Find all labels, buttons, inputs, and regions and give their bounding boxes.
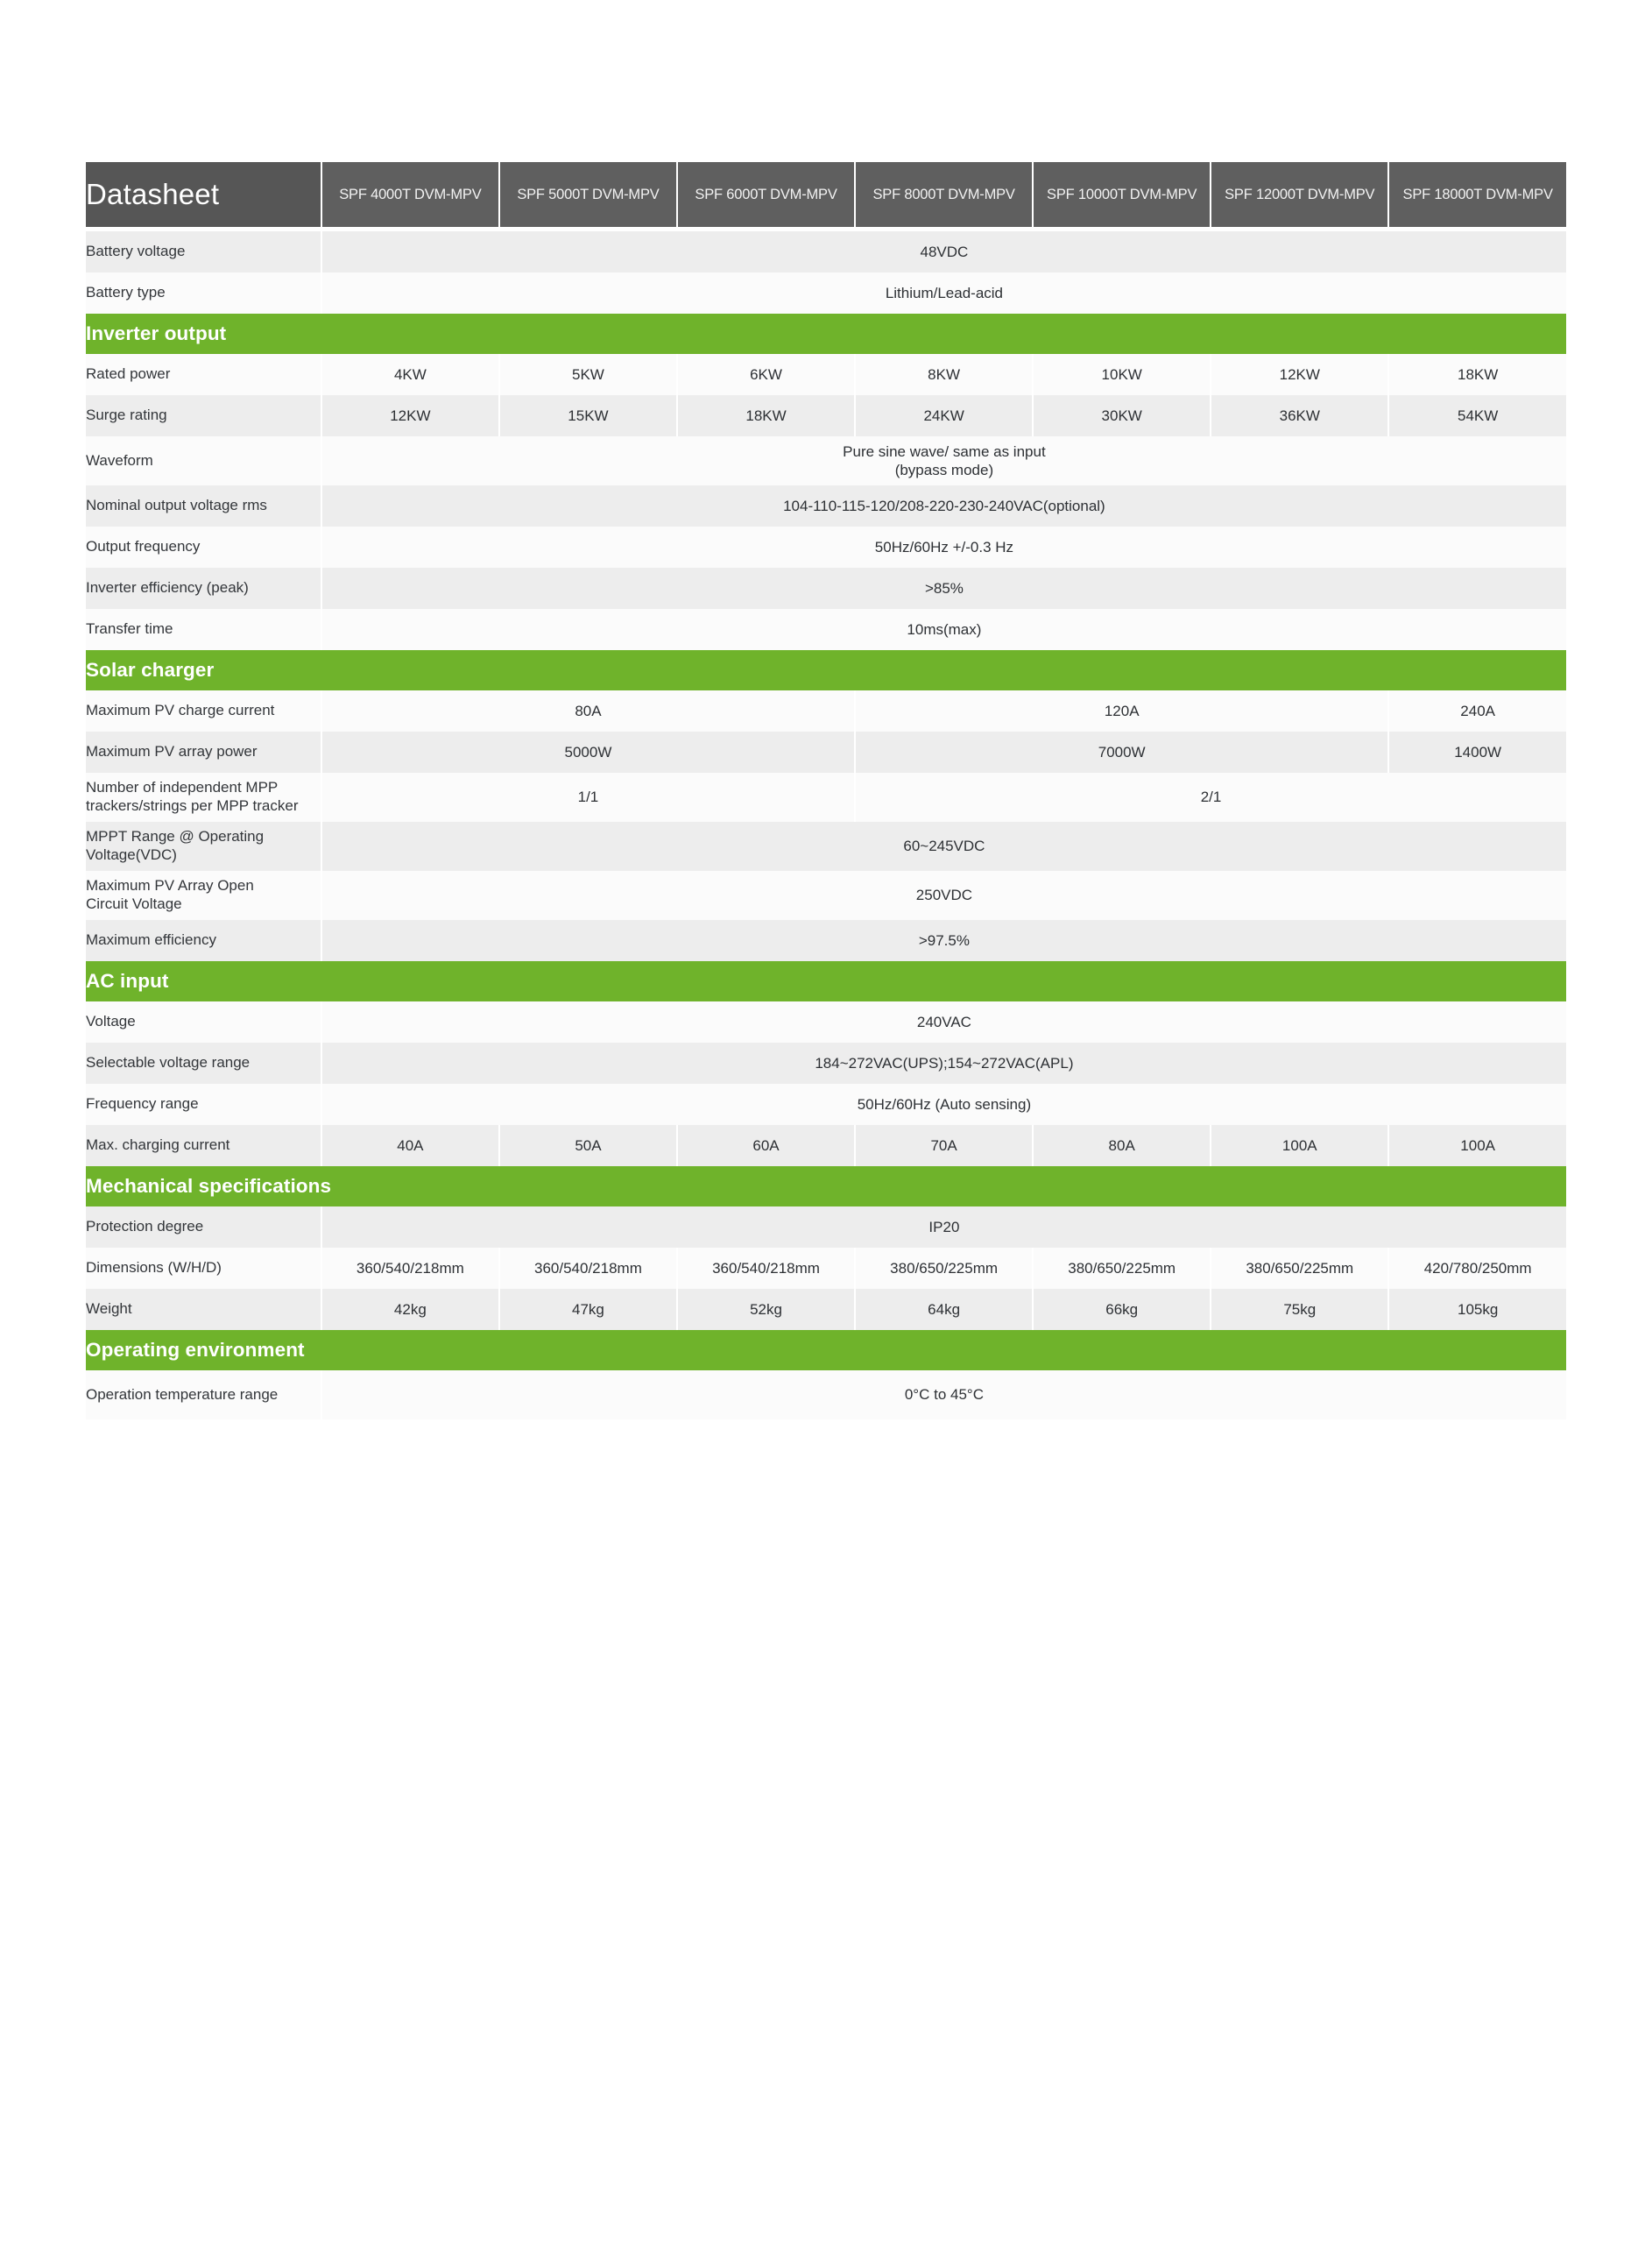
row-value: 60~245VDC — [322, 822, 1566, 871]
cell: 10KW — [1034, 354, 1211, 395]
table-row — [86, 395, 1566, 436]
section-header-solar-charger — [86, 650, 1566, 690]
row-label: Inverter efficiency (peak) — [86, 568, 322, 609]
section-title: Inverter output — [86, 314, 1566, 354]
row-value: 104-110-115-120/208-220-230-240VAC(optional) — [322, 485, 1566, 527]
cell-group-2: 2/1 — [856, 773, 1566, 822]
table-row — [86, 568, 1566, 609]
cell: 8KW — [856, 354, 1034, 395]
cell: 60A — [678, 1125, 856, 1166]
row-label: Surge rating — [86, 395, 322, 436]
row-label: Output frequency — [86, 527, 322, 568]
row-label — [86, 822, 322, 871]
cell-group-2: 7000W — [856, 732, 1389, 773]
datasheet-table-wrapper — [86, 162, 1566, 1419]
cell: 12KW — [1211, 354, 1389, 395]
cell: 420/780/250mm — [1389, 1248, 1566, 1289]
row-label: Battery type — [86, 272, 322, 314]
table-row — [86, 1206, 1566, 1248]
cell: 380/650/225mm — [856, 1248, 1034, 1289]
cell: 54KW — [1389, 395, 1566, 436]
cell: 52kg — [678, 1289, 856, 1330]
table-row — [86, 436, 1566, 485]
row-value: Lithium/Lead-acid — [322, 272, 1566, 314]
row-label: Max. charging current — [86, 1125, 322, 1166]
row-label: Rated power — [86, 354, 322, 395]
cell: 47kg — [500, 1289, 678, 1330]
cell: 30KW — [1034, 395, 1211, 436]
model-header-6: SPF 18000T DVM-MPV — [1389, 162, 1566, 227]
cell-group-2: 120A — [856, 690, 1389, 732]
cell-group-3: 1400W — [1389, 732, 1566, 773]
section-title: Operating environment — [86, 1330, 1566, 1370]
section-title: AC input — [86, 961, 1566, 1001]
row-value: >97.5% — [322, 920, 1566, 961]
cell: 80A — [1034, 1125, 1211, 1166]
row-value: 0°C to 45°C — [322, 1370, 1566, 1419]
table-row — [86, 690, 1566, 732]
table-row — [86, 1043, 1566, 1084]
cell: 4KW — [322, 354, 500, 395]
table-row — [86, 354, 1566, 395]
cell: 18KW — [678, 395, 856, 436]
row-label: Maximum efficiency — [86, 920, 322, 961]
row-value: IP20 — [322, 1206, 1566, 1248]
row-value: 48VDC — [322, 231, 1566, 272]
row-label: Dimensions (W/H/D) — [86, 1248, 322, 1289]
label-line-2: Circuit Voltage — [86, 895, 182, 912]
cell: 105kg — [1389, 1289, 1566, 1330]
cell-group-1: 5000W — [322, 732, 856, 773]
label-line-2: Voltage(VDC) — [86, 846, 177, 863]
table-row — [86, 1125, 1566, 1166]
cell: 66kg — [1034, 1289, 1211, 1330]
section-header-mechanical-specifications — [86, 1166, 1566, 1206]
section-header-operating-environment — [86, 1330, 1566, 1370]
section-title: Solar charger — [86, 650, 1566, 690]
row-value: 50Hz/60Hz (Auto sensing) — [322, 1084, 1566, 1125]
row-label: Transfer time — [86, 609, 322, 650]
row-label: Maximum PV array power — [86, 732, 322, 773]
cell: 360/540/218mm — [322, 1248, 500, 1289]
cell: 380/650/225mm — [1211, 1248, 1389, 1289]
datasheet-table — [86, 162, 1566, 1419]
table-row — [86, 1001, 1566, 1043]
row-value: 184~272VAC(UPS);154~272VAC(APL) — [322, 1043, 1566, 1084]
row-label: Frequency range — [86, 1084, 322, 1125]
model-header-4: SPF 10000T DVM-MPV — [1034, 162, 1211, 227]
table-header-row — [86, 162, 1566, 227]
cell: 64kg — [856, 1289, 1034, 1330]
row-label: Protection degree — [86, 1206, 322, 1248]
row-label: Battery voltage — [86, 231, 322, 272]
cell: 5KW — [500, 354, 678, 395]
label-line-1: Maximum PV Array Open — [86, 877, 254, 895]
table-row — [86, 527, 1566, 568]
label-line-1: MPPT Range @ Operating — [86, 828, 265, 846]
row-value — [322, 436, 1566, 485]
table-row — [86, 1084, 1566, 1125]
cell: 40A — [322, 1125, 500, 1166]
row-label: Nominal output voltage rms — [86, 485, 322, 527]
label-line-2: trackers/strings per MPP tracker — [86, 797, 299, 814]
table-row — [86, 485, 1566, 527]
row-value: 240VAC — [322, 1001, 1566, 1043]
section-title: Mechanical specifications — [86, 1166, 1566, 1206]
table-row — [86, 732, 1566, 773]
cell-group-3: 240A — [1389, 690, 1566, 732]
row-value: >85% — [322, 568, 1566, 609]
value-line-1: Pure sine wave/ same as input — [843, 442, 1046, 460]
cell: 18KW — [1389, 354, 1566, 395]
model-header-2: SPF 6000T DVM-MPV — [678, 162, 856, 227]
cell: 100A — [1211, 1125, 1389, 1166]
section-header-inverter-output — [86, 314, 1566, 354]
table-row — [86, 272, 1566, 314]
row-value: 10ms(max) — [322, 609, 1566, 650]
model-header-3: SPF 8000T DVM-MPV — [856, 162, 1034, 227]
model-header-5: SPF 12000T DVM-MPV — [1211, 162, 1389, 227]
cell: 42kg — [322, 1289, 500, 1330]
cell: 360/540/218mm — [500, 1248, 678, 1289]
model-header-0: SPF 4000T DVM-MPV — [322, 162, 500, 227]
table-row — [86, 231, 1566, 272]
table-row — [86, 1370, 1566, 1419]
table-row — [86, 773, 1566, 822]
row-label: Selectable voltage range — [86, 1043, 322, 1084]
cell: 360/540/218mm — [678, 1248, 856, 1289]
cell: 380/650/225mm — [1034, 1248, 1211, 1289]
label-line-1: Number of independent MPP — [86, 779, 279, 796]
cell: 50A — [500, 1125, 678, 1166]
row-value: 50Hz/60Hz +/-0.3 Hz — [322, 527, 1566, 568]
table-row — [86, 609, 1566, 650]
cell-group-1: 1/1 — [322, 773, 856, 822]
section-header-ac-input — [86, 961, 1566, 1001]
cell: 75kg — [1211, 1289, 1389, 1330]
model-header-1: SPF 5000T DVM-MPV — [500, 162, 678, 227]
cell: 15KW — [500, 395, 678, 436]
cell: 70A — [856, 1125, 1034, 1166]
row-label: Weight — [86, 1289, 322, 1330]
table-row — [86, 871, 1566, 920]
value-line-2: (bypass mode) — [894, 462, 994, 478]
table-row — [86, 1248, 1566, 1289]
row-label — [86, 871, 322, 920]
cell: 100A — [1389, 1125, 1566, 1166]
cell: 6KW — [678, 354, 856, 395]
cell: 36KW — [1211, 395, 1389, 436]
cell: 24KW — [856, 395, 1034, 436]
table-row — [86, 920, 1566, 961]
table-row — [86, 1289, 1566, 1330]
table-row — [86, 822, 1566, 871]
row-label: Operation temperature range — [86, 1370, 322, 1419]
cell-group-1: 80A — [322, 690, 856, 732]
page-title: Datasheet — [86, 162, 322, 227]
row-value: 250VDC — [322, 871, 1566, 920]
row-label: Waveform — [86, 436, 322, 485]
cell: 12KW — [322, 395, 500, 436]
row-label: Maximum PV charge current — [86, 690, 322, 732]
row-label: Voltage — [86, 1001, 322, 1043]
row-label — [86, 773, 322, 822]
